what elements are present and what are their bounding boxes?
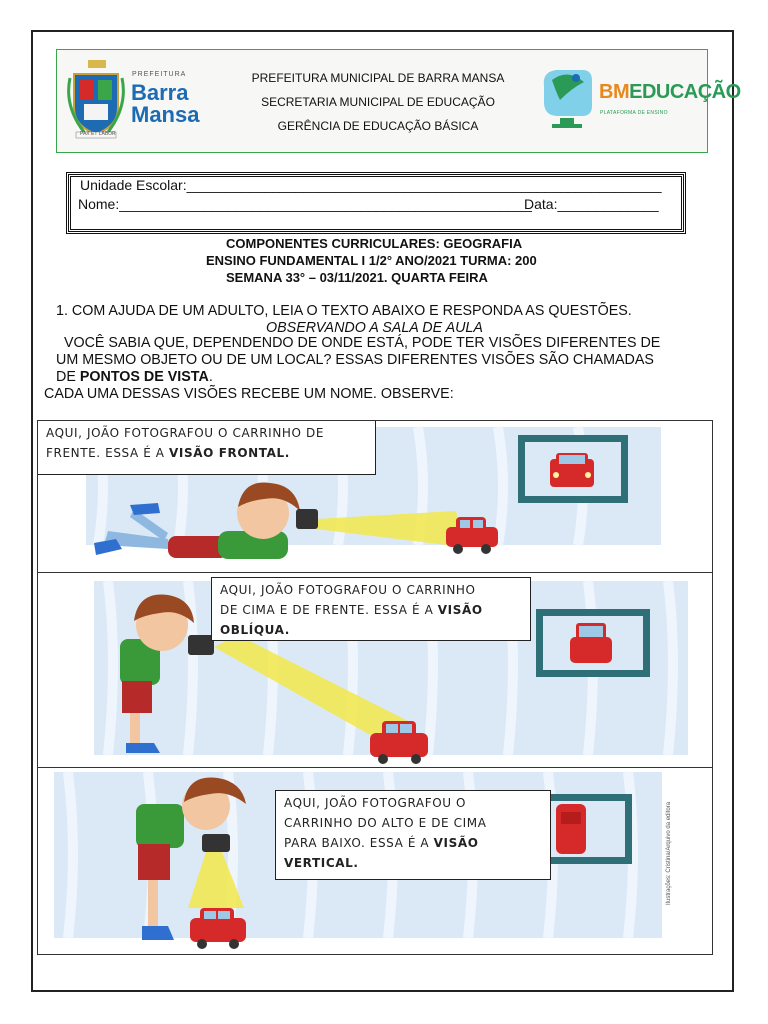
car-oblique-in-frame xyxy=(570,623,612,663)
callout-oblique-text: DE CIMA E DE FRENTE. ESSA É A xyxy=(220,603,438,617)
visao-vertical-term: VISÃO xyxy=(433,836,479,850)
callout-vertical-line-4 xyxy=(284,853,542,873)
city-name-line1: Barra xyxy=(131,80,189,105)
callout-vertical-line-2: CARRINHO DO ALTO E DE CIMA xyxy=(284,816,487,830)
text-paragraph-line-4: CADA UMA DESSAS VISÕES RECEBE UM NOME. OBSERVE: xyxy=(44,386,454,402)
visao-term: VISÃO xyxy=(437,603,483,617)
scene-vertical-view xyxy=(37,767,713,955)
callout-frontal xyxy=(37,420,376,475)
prefeitura-label: PREFEITURA xyxy=(132,71,187,78)
header-line-2: SECRETARIA MUNICIPAL DE EDUCAÇÃO xyxy=(261,95,495,109)
nome-label: Nome: xyxy=(78,196,120,212)
unidade-escolar-label: Unidade Escolar: xyxy=(80,177,187,193)
unidade-escolar-row xyxy=(80,177,662,193)
callout-frontal-line-2 xyxy=(46,443,367,463)
text-paragraph-line-1: VOCÊ SABIA QUE, DEPENDENDO DE ONDE ESTÁ, PODE TER VISÕES DIFERENTES DE xyxy=(56,335,661,351)
scene-frontal-view xyxy=(37,420,713,573)
callout-oblique-line-1: AQUI, JOÃO FOTOGRAFOU O CARRINHO xyxy=(220,583,476,597)
header-line-3: GERÊNCIA DE EDUCAÇÃO BÁSICA xyxy=(277,119,479,133)
callout-frontal-line-1: AQUI, JOÃO FOTOGRAFOU O CARRINHO DE xyxy=(46,426,324,440)
callout-vertical-line-1: AQUI, JOÃO FOTOGRAFOU O xyxy=(284,796,467,810)
car-top-in-frame xyxy=(556,804,586,854)
bm-logo-educacao: EDUCAÇÃO xyxy=(629,81,741,103)
city-name-line2: Mansa xyxy=(131,102,200,127)
obliqua-term: OBLÍQUA. xyxy=(220,623,290,637)
car-front-in-frame xyxy=(550,453,594,487)
callout-oblique-line-2 xyxy=(220,600,522,620)
callout-vertical-text: PARA BAIXO. ESSA É A xyxy=(284,836,434,850)
bm-educacao-logo-text xyxy=(599,81,741,104)
bm-educacao-logo-icon xyxy=(538,66,596,136)
question-1: 1. COM AJUDA DE UM ADULTO, LEIA O TEXTO ABAIXO E RESPONDA AS QUESTÕES. xyxy=(56,303,632,319)
title-semana: SEMANA 33° – 03/11/2021. QUARTA FEIRA xyxy=(226,270,488,285)
nome-row xyxy=(78,196,532,212)
title-componentes: COMPONENTES CURRICULARES: GEOGRAFIA xyxy=(226,236,523,251)
title-ensino: ENSINO FUNDAMENTAL I 1/2° ANO/2021 TURMA: 200 xyxy=(206,253,537,268)
lesson-titles xyxy=(150,235,650,286)
vertical-term: VERTICAL. xyxy=(284,856,359,870)
bm-logo-bm: BM xyxy=(599,81,630,103)
callout-vertical xyxy=(275,790,551,880)
visao-frontal-term: VISÃO FRONTAL. xyxy=(169,446,290,460)
nome-field[interactable]: _____________________________________________________ xyxy=(119,196,532,212)
text-paragraph-line-2: UM MESMO OBJETO OU DE UM LOCAL? ESSAS DIFERENTES VISÕES SÃO CHAMADAS xyxy=(56,352,654,368)
callout-oblique-line-3 xyxy=(220,620,522,640)
p3-suffix: . xyxy=(208,369,213,385)
data-label: Data: xyxy=(524,196,558,212)
data-row xyxy=(524,196,659,212)
header-institution-lines xyxy=(215,66,541,138)
scene-oblique-view xyxy=(37,572,713,768)
pontos-de-vista-term: PONTOS DE VISTA xyxy=(79,369,209,385)
header-line-1: PREFEITURA MUNICIPAL DE BARRA MANSA xyxy=(251,71,505,85)
callout-oblique xyxy=(211,577,531,641)
city-name xyxy=(131,82,199,126)
callout-frontal-text: FRENTE. ESSA É A xyxy=(46,446,170,460)
p3-prefix: DE xyxy=(56,369,80,385)
text-subtitle: OBSERVANDO A SALA DE AULA xyxy=(266,320,483,336)
coat-motto: PAX ET LABOR xyxy=(80,131,116,137)
illustration-credit: Ilustrações: Cristina/Arquivo da editora xyxy=(666,801,672,905)
callout-vertical-line-3 xyxy=(284,833,542,853)
unidade-escolar-field[interactable]: _____________________________________________________________ xyxy=(186,177,662,193)
bm-logo-subtitle: PLATAFORMA DE ENSINO xyxy=(600,110,668,116)
data-field[interactable]: _____________ xyxy=(557,196,659,212)
